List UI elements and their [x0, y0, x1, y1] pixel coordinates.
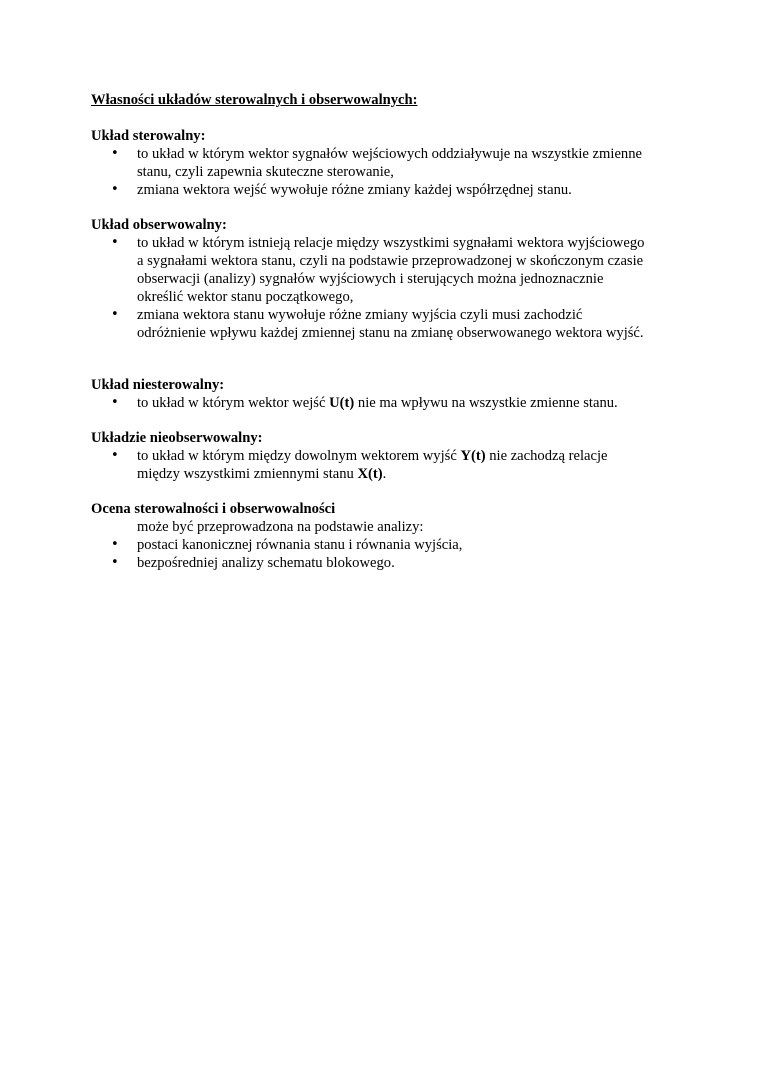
text-line: • zmiana wektora wejść wywołuje różne zmiany każdej współrzędnej stanu. — [137, 182, 572, 198]
section-heading: Układ sterowalny: — [91, 128, 206, 144]
text-line: określić wektor stanu początkowego, — [137, 289, 354, 305]
text-line: między wszystkimi zmiennymi stanu X(t). — [137, 466, 387, 482]
section-sterowalny — [91, 127, 642, 199]
document-title: Własności układów sterowalnych i obserwowalnych: — [91, 92, 418, 108]
text-line: stanu, czyli zapewnia skuteczne sterowanie, — [137, 164, 394, 180]
section-niesterowalny — [91, 376, 618, 412]
list-item — [91, 554, 462, 572]
list-item — [91, 447, 608, 483]
text-line: a sygnałami wektora stanu, czyli na podstawie przeprowadzonej w skończonym czasie — [137, 253, 644, 269]
bullet-list — [91, 536, 462, 572]
vector-symbol: Y(t) — [460, 448, 486, 464]
section-heading: Układ niesterowalny: — [91, 377, 225, 393]
section-intro: może być przeprowadzona na podstawie analizy: — [137, 519, 424, 535]
text-line: obserwacji (analizy) sygnałów wyjściowych i sterujących można jednoznacznie — [137, 271, 604, 287]
section-heading: Układ obserwowalny: — [91, 217, 227, 233]
bullet-list — [91, 234, 644, 342]
bullet-list — [91, 145, 642, 199]
text-line: • to układ w którym wektor wejść U(t) nie ma wpływu na wszystkie zmienne stanu. — [137, 395, 618, 411]
section-obserwowalny — [91, 216, 644, 342]
text-line: • zmiana wektora stanu wywołuje różne zmiany wyjścia czyli musi zachodzić — [137, 307, 583, 323]
text-line: • to układ w którym między dowolnym wektorem wyjść Y(t) nie zachodzą relacje — [137, 448, 608, 464]
text-line: • to układ w którym istnieją relacje między wszystkimi sygnałami wektora wyjściowego — [137, 235, 645, 251]
list-item — [91, 306, 644, 342]
text-line: odróżnienie wpływu każdej zmiennej stanu na zmianę obserwowanego wektora wyjść. — [137, 325, 644, 341]
list-item — [91, 394, 618, 412]
text-line: • to układ w którym wektor sygnałów wejściowych oddziaływuje na wszystkie zmienne — [137, 146, 642, 162]
list-item — [91, 145, 642, 181]
section-ocena — [91, 500, 462, 572]
list-item — [91, 234, 644, 306]
bullet-list — [91, 394, 618, 412]
section-heading: Układzie nieobserwowalny: — [91, 430, 263, 446]
vector-symbol: U(t) — [329, 395, 355, 411]
section-nieobserwowalny — [91, 429, 608, 483]
bullet-list — [91, 447, 608, 483]
list-item — [91, 181, 642, 199]
section-heading: Ocena sterowalności i obserwowalności — [91, 501, 336, 517]
list-item — [91, 536, 462, 554]
text-line: • postaci kanonicznej równania stanu i równania wyjścia, — [137, 537, 463, 553]
text-line: • bezpośredniej analizy schematu blokowego. — [137, 555, 395, 571]
vector-symbol: X(t) — [357, 466, 383, 482]
